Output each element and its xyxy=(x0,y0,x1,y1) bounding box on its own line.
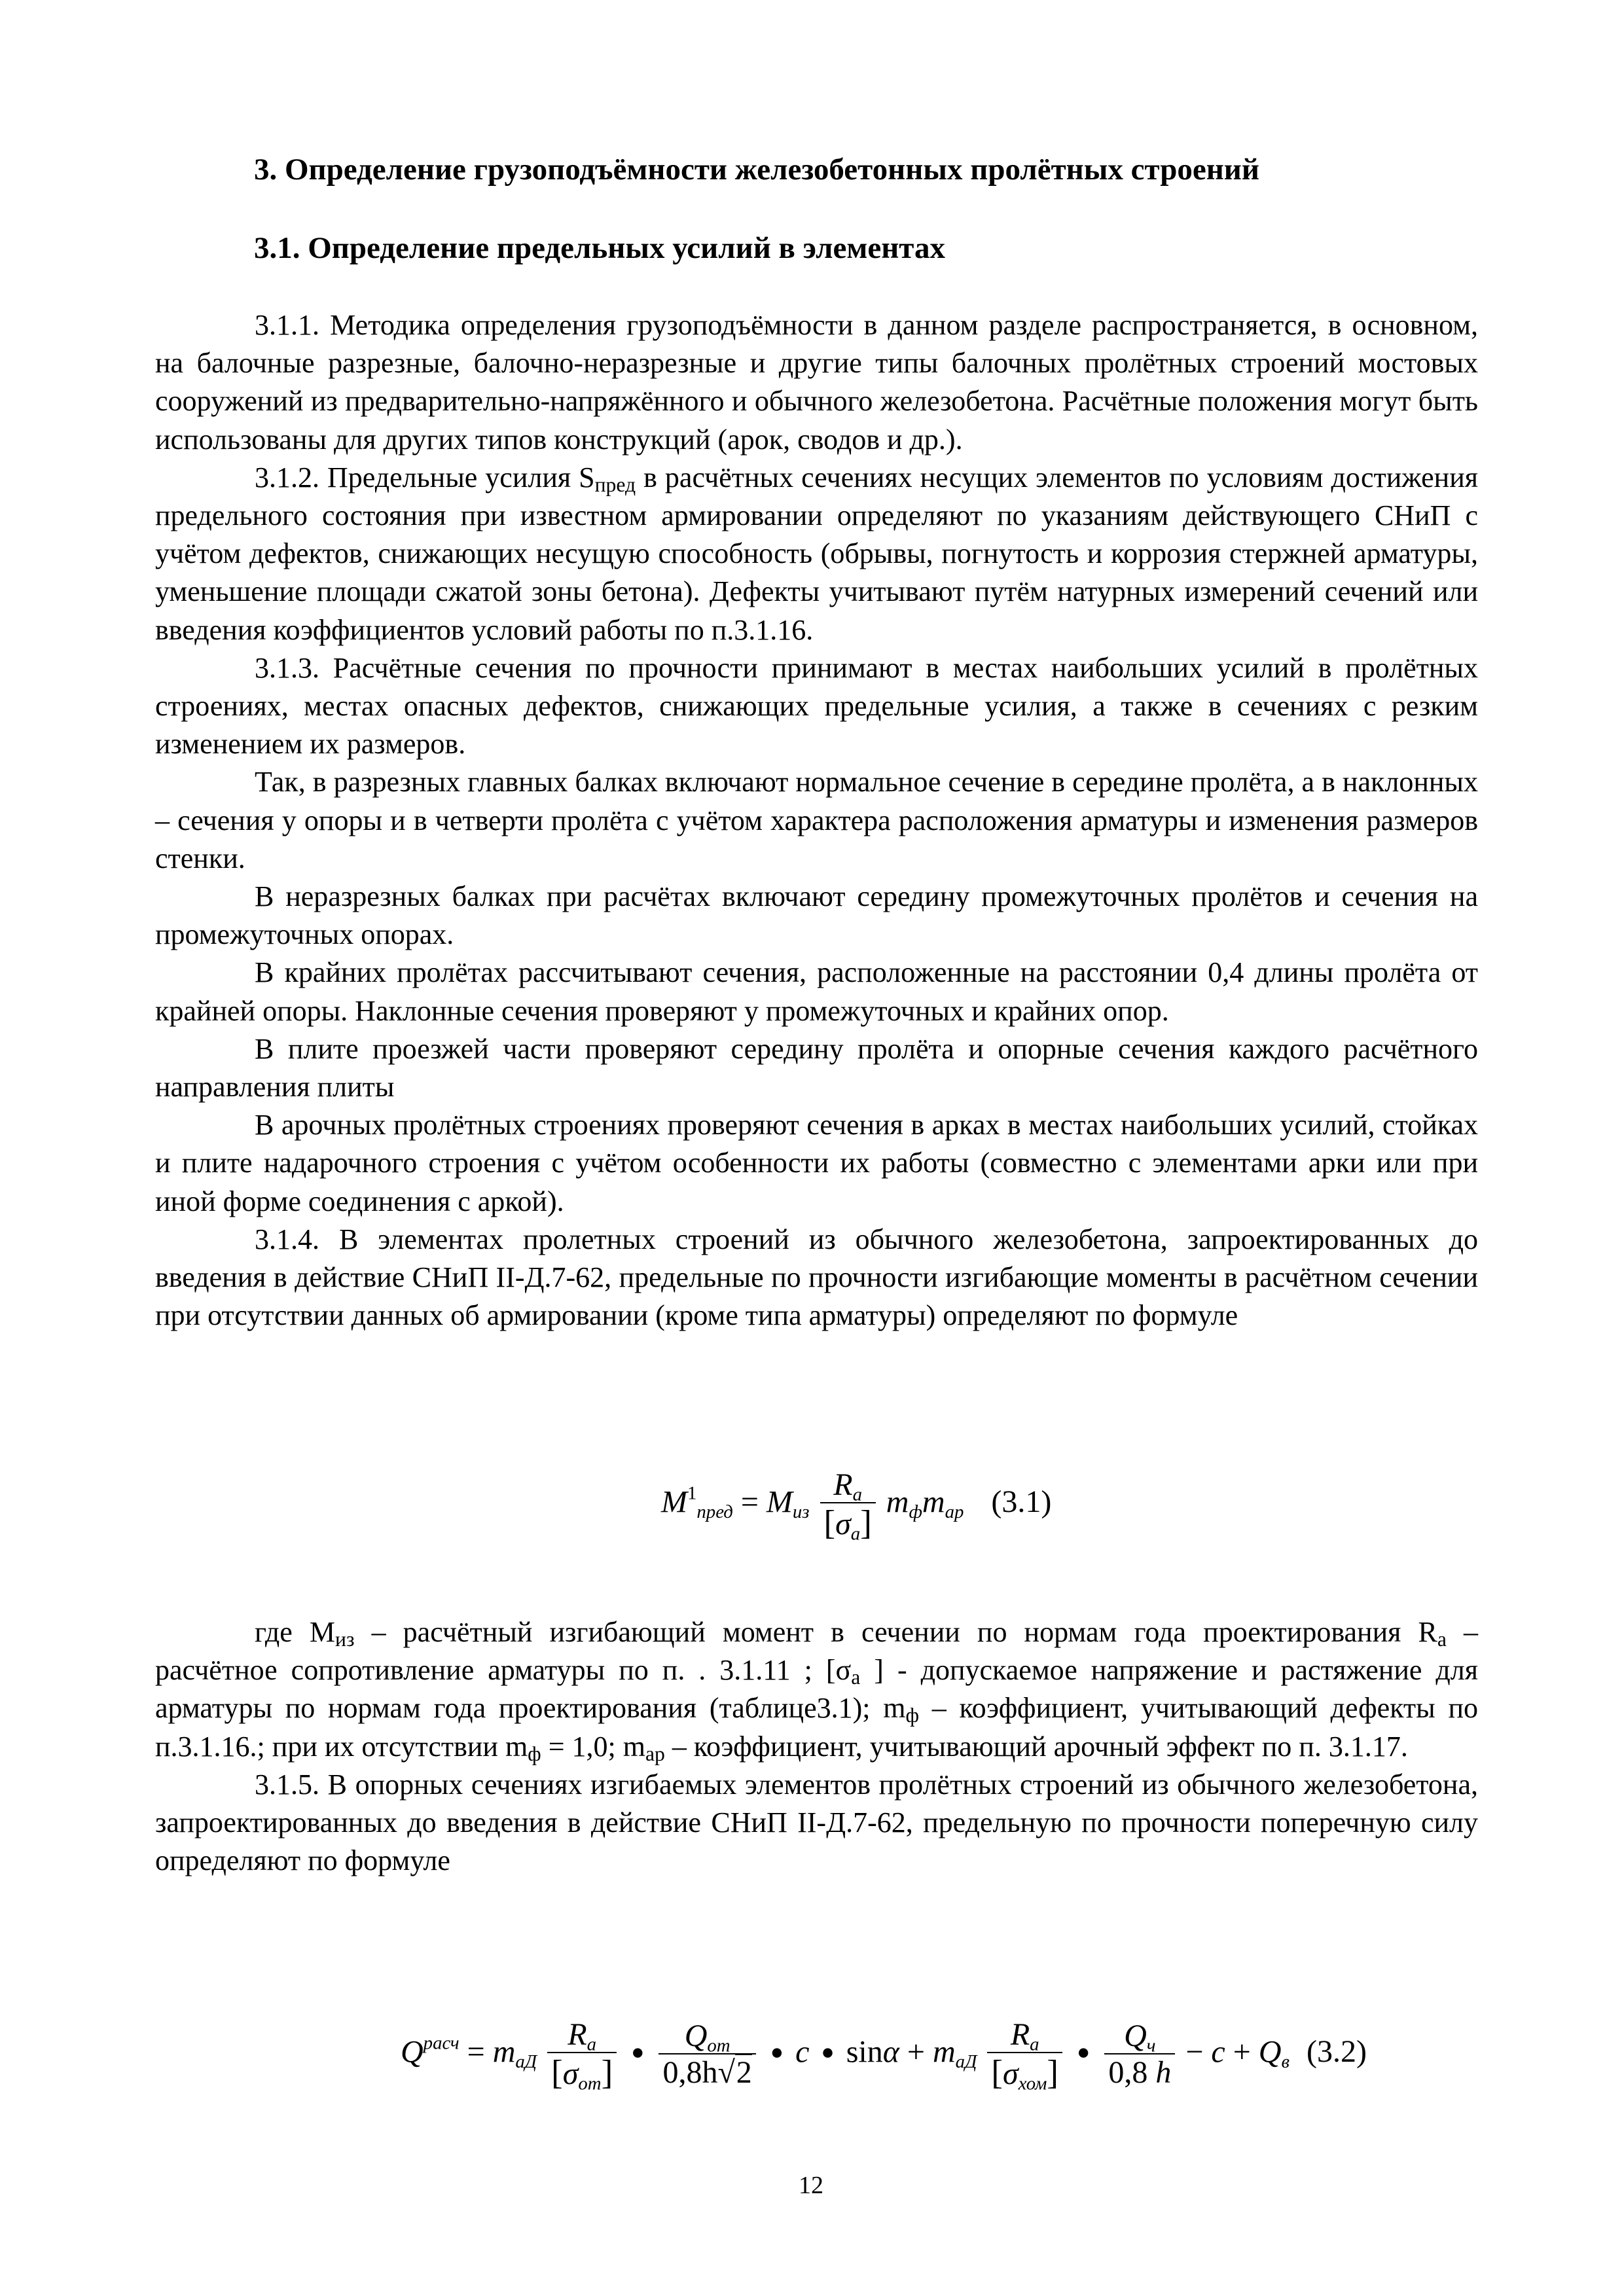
f32-c: c xyxy=(795,2034,810,2070)
f32-den2a: 0,8 xyxy=(1108,2055,1148,2090)
f31-lbracket: [ xyxy=(823,1504,836,1542)
f32-frac3-den xyxy=(987,2052,1062,2094)
f32-fraction-1 xyxy=(547,2017,617,2094)
where-t5: – коэффициент, учитывающий дефекты по п.3.1.16.; при их отсутствии m xyxy=(155,1692,1478,1763)
paragraph-3-1-4: 3.1.4. В элементах пролетных строений из обычного железобетона, запроектированных до введения в действие СНиП II-Д.7-62, предельные по прочности изгибающие моменты в расчётном сечении при отсутствии данных об армировании (кроме типа арматуры) определяют по формуле xyxy=(155,1223,1478,1332)
body-text-lower xyxy=(155,1613,1478,1880)
f32-sigma1-sub: от xyxy=(578,2073,602,2094)
f31-sub-pred: пред xyxy=(696,1501,733,1523)
f31-sup: 1 xyxy=(687,1482,697,1504)
f32-plus2: + xyxy=(1233,2034,1251,2070)
f32-rb2: ] xyxy=(1047,2054,1059,2092)
where-t3: – расчётное сопротивление арматуры по п. . 3.1.11 ; [σ xyxy=(155,1616,1479,1687)
section-heading: 3. Определение грузоподъёмности железобетонных пролётных строений xyxy=(254,152,1259,187)
f32-frac1-num xyxy=(564,2017,600,2055)
f31-M2: M xyxy=(766,1484,793,1520)
formula-3-2 xyxy=(401,2017,1367,2094)
paragraph-3-1-2 xyxy=(155,459,1478,649)
paragraph-nerazreznye: В неразрезных балках при расчётах включают середину промежуточных пролётов и сечения на промежуточных опорах. xyxy=(155,880,1478,951)
f32-R: R xyxy=(568,2017,587,2052)
f32-lb1: [ xyxy=(551,2054,563,2092)
f32-Qot-sub: от xyxy=(707,2036,731,2057)
f31-sub-f: ф xyxy=(909,1501,922,1523)
f32-den1: 0,8h xyxy=(662,2055,718,2090)
where-s4: ф xyxy=(905,1704,919,1727)
f31-R-sub: a xyxy=(852,1484,863,1505)
f32-frac2-num xyxy=(681,2018,734,2057)
f32-m2: m xyxy=(933,2034,956,2070)
where-t6: = 1,0; m xyxy=(541,1730,645,1763)
f32-dot-1: ● xyxy=(631,2040,645,2065)
f32-alpha: α xyxy=(882,2034,899,2070)
f32-sub-ad2: аД xyxy=(955,2051,977,2073)
paragraph-3-1-5: 3.1.5. В опорных сечениях изгибаемых элементов пролётных строений из обычного железобетона, запроектированных до введения в действие СНиП II-Д.7-62, предельную по прочности поперечную силу определяют по формуле xyxy=(155,1768,1478,1877)
where-s2: а xyxy=(1437,1627,1447,1651)
f32-Qv: Q xyxy=(1258,2034,1282,2070)
f32-Qv-sub: в xyxy=(1281,2051,1290,2073)
where-t7: – коэффициент, учитывающий арочный эффект по п. 3.1.17. xyxy=(664,1730,1408,1763)
f32-sigma2: σ xyxy=(1003,2056,1019,2091)
p312-text-a: 3.1.2. Предельные усилия S xyxy=(255,461,595,493)
f32-Qch-sub: ч xyxy=(1146,2036,1156,2057)
f32-frac1-den xyxy=(547,2052,617,2094)
paragraph-arochnye: В арочных пролётных строениях проверяют сечения в арках в местах наибольших усилий, стойках и плите надарочного строения с учётом особенности их работы (совместно с элементами арки или при иной форме соединения с аркой). xyxy=(155,1109,1478,1217)
f32-sigma2-sub: хом xyxy=(1018,2073,1047,2094)
f31-M: M xyxy=(661,1484,687,1520)
subsection-heading: 3.1. Определение предельных усилий в элементах xyxy=(254,231,945,265)
f31-eq: = xyxy=(740,1484,759,1520)
f31-sigma: σ xyxy=(835,1507,851,1541)
f32-sin: sin xyxy=(846,2034,883,2070)
f32-fraction-4 xyxy=(1104,2020,1175,2089)
paragraph-krainie: В крайних пролётах рассчитывают сечения, расположенные на расстоянии 0,4 длины пролёта от крайней опоры. Наклонные сечения проверяют у промежуточных и крайних опор. xyxy=(155,956,1478,1027)
f32-frac4-den xyxy=(1104,2053,1175,2089)
f32-R2: R xyxy=(1010,2017,1030,2052)
formula-3-2-number: (3.2) xyxy=(1306,2034,1367,2070)
paragraph-where xyxy=(155,1613,1478,1766)
f32-frac4-num xyxy=(1120,2018,1159,2057)
body-text-upper xyxy=(155,306,1478,1335)
paragraph-3-1-3: 3.1.3. Расчётные сечения по прочности принимают в местах наибольших усилий в пролётных строениях, местах опасных дефектов, снижающих предельные усилия, а также в сечениях с резким изменением их размеров. xyxy=(155,651,1478,761)
f32-minus: − xyxy=(1185,2034,1204,2070)
f31-denominator xyxy=(820,1502,876,1545)
f31-m1: m xyxy=(886,1484,909,1520)
f31-rbracket: ] xyxy=(860,1504,872,1542)
f32-Qch: Q xyxy=(1124,2018,1147,2054)
where-t4: ] - допускаемое напряжение и растяжение для арматуры по нормам года проектирования (таблице3.1); m xyxy=(155,1654,1478,1725)
f31-sub-ar: ар xyxy=(945,1501,964,1523)
f32-dot-2: ● xyxy=(770,2040,784,2065)
where-s1: из xyxy=(335,1627,355,1651)
f32-sqrt-val: 2 xyxy=(736,2055,752,2090)
paragraph-plita: В плите проезжей части проверяют середину пролёта и опорные сечения каждого расчётного направления плиты xyxy=(155,1032,1478,1103)
where-t1: где М xyxy=(255,1616,335,1648)
f32-lb2: [ xyxy=(991,2054,1003,2092)
where-s3: а xyxy=(851,1666,861,1689)
f32-plus: + xyxy=(907,2034,925,2070)
f31-m2: m xyxy=(922,1484,945,1520)
f32-dot-3: ● xyxy=(821,2040,835,2065)
f32-fraction-2 xyxy=(659,2020,755,2089)
f32-frac3-num xyxy=(1007,2017,1043,2055)
f31-sub-iz: из xyxy=(792,1501,810,1523)
f32-m: m xyxy=(492,2034,516,2070)
f32-den2b: h xyxy=(1155,2055,1172,2090)
f32-Qot: Q xyxy=(684,2018,708,2054)
f32-Q: Q xyxy=(401,2034,424,2070)
f32-sqrt-sign: √ xyxy=(717,2055,735,2090)
p312-text-b: в расчётных сечениях несущих элементов по условиям достижения предельного состояния при известном армировании определяют по указаниям действующего СНиП с учётом дефектов, снижающих несущую способность (обрывы, погнутость и коррозия стержней арматуры, уменьшение площади сжатой зоны бетона). Дефекты учитывают путём натурных измерений сечений или введения коэффициентов условий работы по п.3.1.16. xyxy=(155,461,1478,646)
f32-fraction-3 xyxy=(987,2017,1062,2094)
f32-sub-ad: аД xyxy=(515,2051,537,2073)
f31-numerator xyxy=(829,1467,866,1505)
p312-subscript: пред xyxy=(594,473,636,496)
f32-sigma1: σ xyxy=(562,2056,579,2091)
f32-dot-4: ● xyxy=(1077,2040,1091,2065)
f32-rb1: ] xyxy=(601,2054,613,2092)
formula-3-1 xyxy=(661,1467,1052,1545)
f32-frac2-den xyxy=(659,2053,755,2089)
f32-eq: = xyxy=(467,2034,485,2070)
formula-3-1-number: (3.1) xyxy=(991,1484,1052,1520)
page-number: 12 xyxy=(799,2172,823,2199)
f32-R2-sub: а xyxy=(1030,2034,1039,2055)
where-s6: ар xyxy=(645,1742,665,1765)
where-s5: ф xyxy=(528,1742,541,1765)
f32-R-sub: а xyxy=(586,2034,596,2055)
paragraph-tak: Так, в разрезных главных балках включают нормальное сечение в середине пролёта, а в наклонных – сечения у опоры и в четверти пролёта с учётом характера расположения арматуры и изменения размеров стенки. xyxy=(155,766,1478,874)
paragraph-3-1-1: 3.1.1. Методика определения грузоподъёмности в данном разделе распространяется, в основном, на балочные разрезные, балочно-неразрезные и другие типы балочных пролётных строений мостовых сооружений из предварительно-напряжённого и обычного железобетона. Расчётные положения могут быть использованы для других типов конструкций (арок, сводов и др.). xyxy=(155,309,1478,456)
f32-sup-rasch: расч xyxy=(423,2032,460,2054)
f31-R: R xyxy=(833,1467,853,1502)
where-t2: – расчётный изгибающий момент в сечении по нормам года проектирования R xyxy=(354,1616,1437,1648)
f32-c2: c xyxy=(1211,2034,1225,2070)
f31-sigma-sub: a xyxy=(850,1523,861,1545)
f31-fraction xyxy=(820,1467,876,1545)
